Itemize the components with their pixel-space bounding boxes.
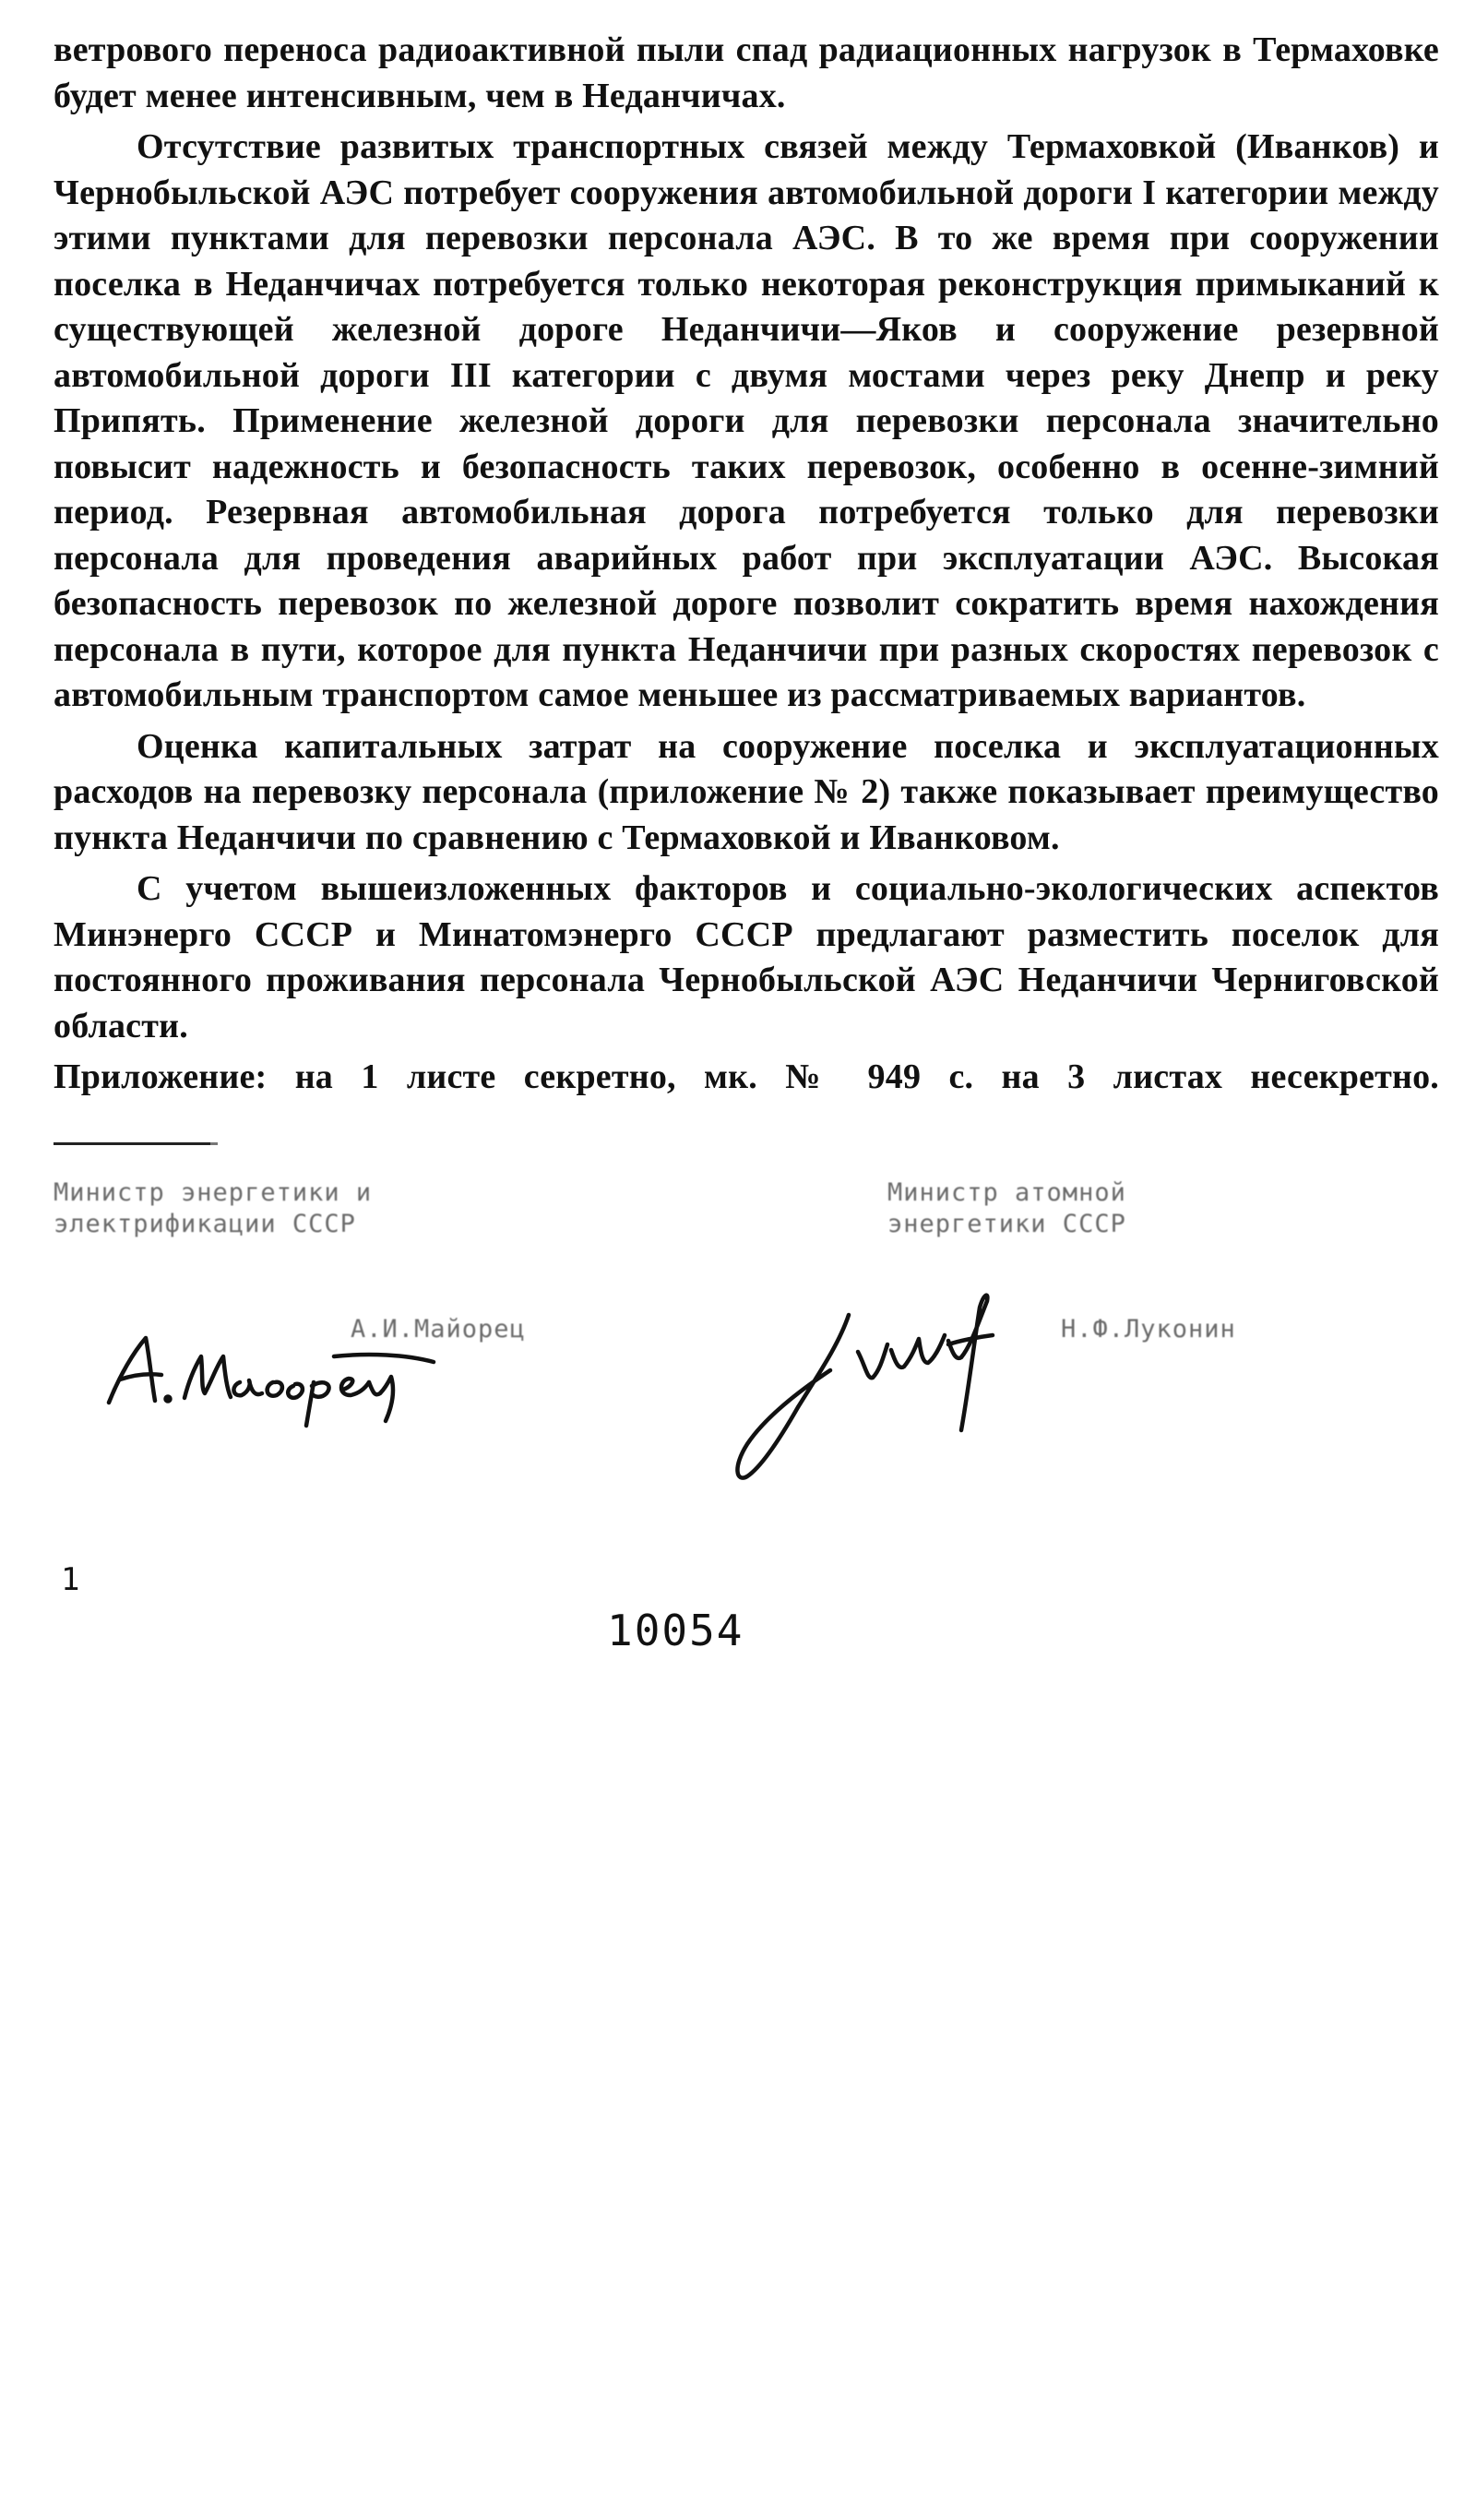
separator-rule-tail: [210, 1142, 218, 1145]
right-handwritten-signature: [710, 1278, 1098, 1490]
document-number: 10054: [607, 1606, 744, 1655]
paragraph-cost-estimate: Оценка капитальных затрат на сооружение поселка и эксплуатационных расходов на перевозку персонала (приложение № 2) также показывает преимущество пункта Неданчичи по сравнению с Термаховкой и Иванковом.: [54, 726, 1439, 857]
left-title-line-1: Министр энергетики и: [54, 1178, 373, 1207]
paragraph-transport: Отсутствие развитых транспортных связей между Термаховкой (Иванков) и Чернобыльской АЭС потребует сооружения автомобильной дороги I категории между этими пунктами для перевозки персонала АЭС. В то же время при сооружении поселка в Неданчичах потребуется только некоторая реконструкция примыканий к существующей железной дороге Неданчичи—Яков и сооружение резервной автомобильной дороги III категории с двумя мостами через реку Днепр и реку Припять. Применение железной дороги для перевозки персонала значительно повысит надежность и безопасность таких перевозок, особенно в осенне-зимний период. Резервная автомобильная дорога потребуется только для перевозки персонала для проведения аварийных работ при эксплуатации АЭС. Высокая безопасность перевозок по железной дороге позволит сократить время нахождения персонала в пути, которое для пункта Неданчичи при разных скоростях перевозок с автомобильным транспортом самое меньшее из рассматриваемых вариантов.: [54, 127, 1439, 714]
left-title-line-2: электрификации СССР: [54, 1210, 356, 1238]
paragraph-conclusion: С учетом вышеизложенных факторов и социально-экологических аспектов Минэнерго СССР и Минатомэнерго СССР предлагают разместить поселок для постоянного проживания персонала Чернобыльской АЭС Неданчичи Черниговской области.: [54, 869, 1439, 1045]
left-handwritten-signature: [92, 1301, 535, 1430]
separator-rule: [54, 1142, 210, 1145]
paragraph-continuation: ветрового переноса радиоактивной пыли спад радиационных нагрузок в Термаховке будет менее интенсивным, чем в Неданчичах.: [54, 30, 1439, 115]
left-signatory-name: А.И.Майорец: [351, 1315, 526, 1344]
left-signatory-title: [54, 1177, 372, 1240]
right-signatory-title: [887, 1177, 1126, 1240]
page-number: 1: [61, 1561, 80, 1598]
attachment-line: Приложение: на 1 листе секретно, мк. № 949 с. на 3 листах несекретно.: [54, 1057, 1439, 1096]
right-title-line-1: Министр атомной: [887, 1178, 1126, 1207]
document-body: [54, 28, 1439, 1106]
right-title-line-2: энергетики СССР: [887, 1210, 1126, 1238]
right-signatory-name: Н.Ф.Луконин: [1061, 1315, 1236, 1344]
